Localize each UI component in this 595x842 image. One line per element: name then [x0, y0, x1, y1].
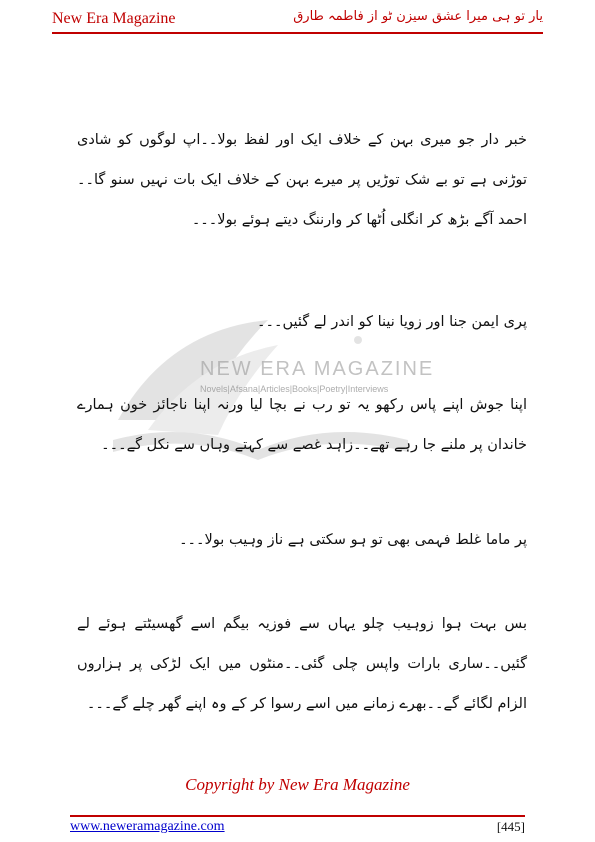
magazine-name: New Era Magazine	[52, 10, 176, 27]
paragraph-3: اپنا جوش اپنے پاس رکھو یہ تو رب نے بچا لیا ورنہ اپنا ناجائز خون ہمارے خاندان پر ملنے جا رہے تھے۔۔زاہد غصے سے کہتے وہاں سے نکل گے۔۔۔	[77, 397, 527, 453]
paragraph-1: خبر دار جو میری بہن کے خلاف ایک اور لفظ بولا۔۔اپ لوگوں کو شادی توڑنی ہے تو بے شک توڑیں پر میرے بہن کے خلاف ایک بات نہیں سنو گا۔۔احمد آگے بڑھ کر انگلی اُٹھا کر وارننگ دیتے ہوئے بولا۔۔۔	[77, 132, 527, 228]
watermark-brand: NEW ERA MAGAZINE	[200, 358, 435, 380]
page-footer	[70, 815, 525, 837]
paragraph-4: پر ماما غلط فہمی بھی تو ہو سکتی ہے ناز وہیب بولا۔۔۔	[179, 532, 527, 548]
copyright-notice: Copyright by New Era Magazine	[185, 775, 410, 794]
story-title: یار تو ہی میرا عشق سیزن ٹو از فاطمہ طارق	[293, 9, 543, 24]
page-header	[52, 6, 543, 34]
paragraph-2: پری ایمن جنا اور زویا نینا کو اندر لے گئیں۔۔۔	[257, 314, 527, 330]
watermark-tagline: Novels|Afsana|Articles|Books|Poetry|Interviews	[200, 384, 389, 394]
paragraph-5: بس بہت ہوا زوہیب چلو یہاں سے فوزیہ بیگم اسے گھسیٹتے ہوئے لے گئیں۔۔ساری بارات واپس چلی گئی۔۔منٹوں میں ایک لڑکی پر ہزاروں الزام لگائے گے۔۔بھرے زمانے میں اسے رسوا کر کے وہ اپنے گھر چلے گے۔۔۔	[77, 616, 527, 712]
website-link[interactable]: www.neweramagazine.com	[70, 819, 225, 834]
page-number: [445]	[496, 819, 525, 834]
